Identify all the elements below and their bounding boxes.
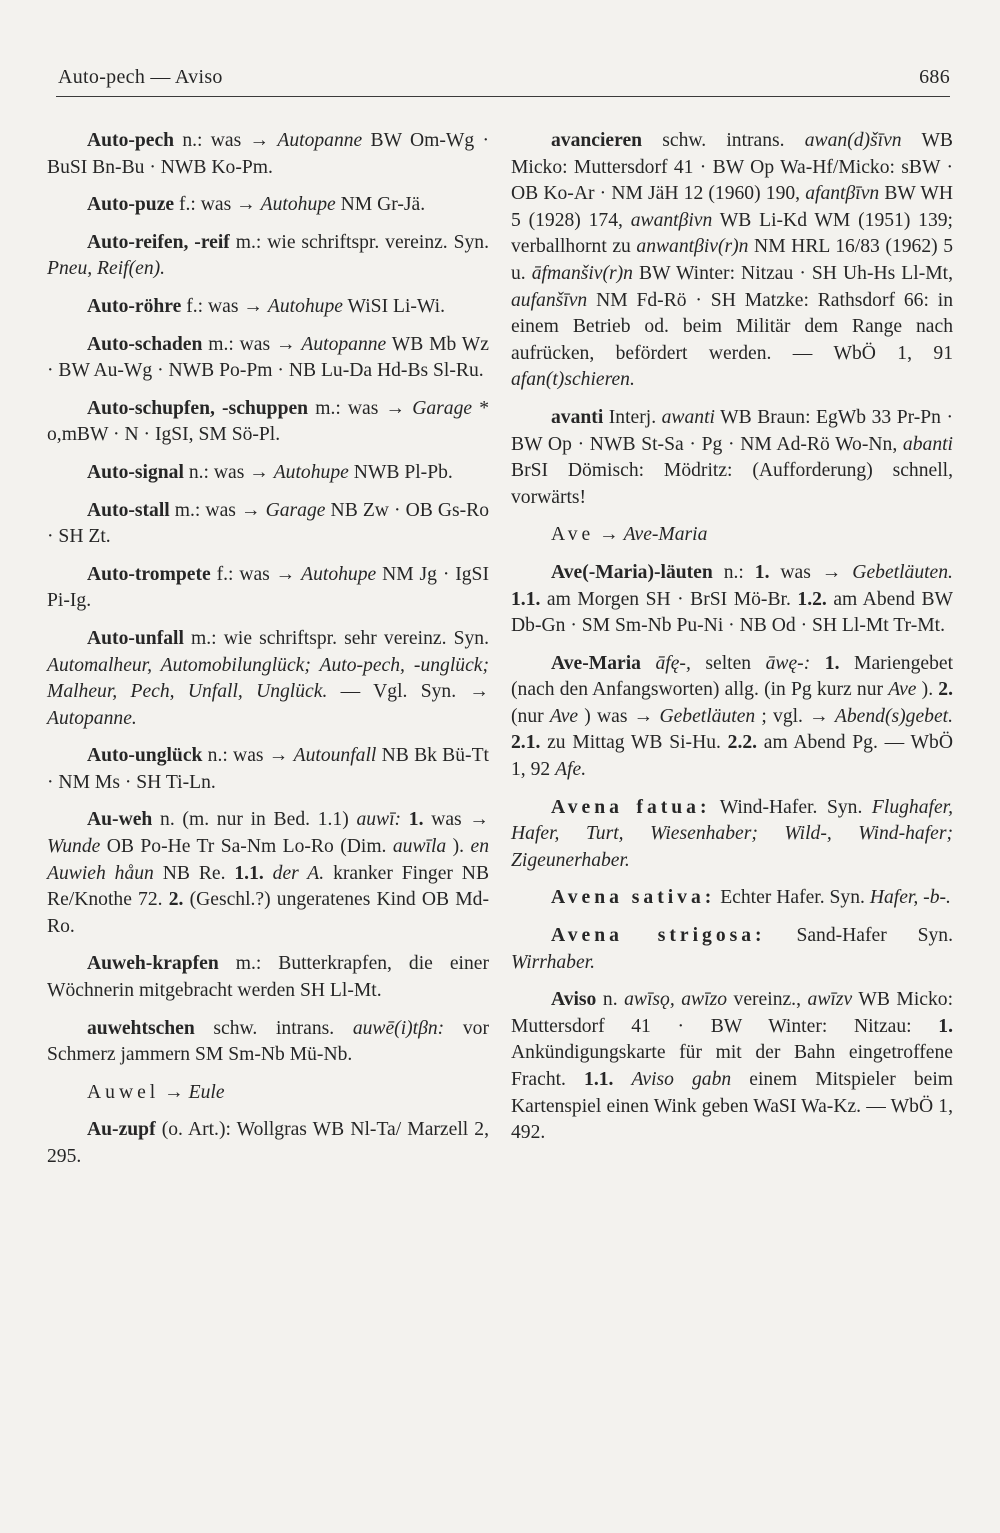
entry-text: Avena strigosa: (551, 925, 766, 947)
entry-text: einem Mitspieler beim Kartenspiel einen Wink geben WaSI Wa-Kz. — WbÖ 1, 492. (511, 1069, 954, 1144)
entry-text: m.: wie schriftspr. vereinz. Syn. (235, 231, 489, 253)
entry-text: f.: was → (179, 194, 261, 216)
dictionary-entry (47, 128, 489, 181)
entry-headword: Auto-schaden (87, 333, 203, 355)
dictionary-entry (47, 1117, 489, 1170)
entry-text: WB Mb Wz · BW Au-Wg · NWB Po-Pm · NB Lu-Da Hd-Bs Sl-Ru. (47, 333, 490, 382)
entry-text: 1.1. (234, 862, 264, 884)
entry-text: BW Om-Wg · BuSI Bn-Bu · NWB Ko-Pm. (47, 130, 489, 178)
entry-text: Hafer, -b-. (869, 887, 951, 909)
entry-text: ). (452, 836, 471, 858)
entry-text: Avena fatua: (551, 796, 711, 818)
page-header (56, 64, 950, 97)
entry-text: am Morgen SH · BrSI Mö-Br. (546, 588, 798, 610)
entry-text: WB Li-Kd WM (1951) 139; verballhornt zu (511, 209, 953, 258)
entry-text: Abend(s)gebet. (834, 705, 953, 727)
entry-text: n.: (723, 561, 755, 583)
entry-text: abanti (902, 433, 953, 455)
entry-text: — Vgl. Syn. → (340, 681, 489, 703)
entry-headword: Auto-trompete (87, 563, 211, 585)
entry-text: NM Fd-Rö · SH Matzke: Rathsdorf 66: in einem Betrieb od. beim Militär dem Range nach aufrücken, befördert werden. — WbÖ 1, 91 (511, 289, 953, 364)
entry-text: 1. (408, 809, 424, 831)
entry-headword: Auweh-krapfen (87, 953, 219, 975)
entry-text: Ankündigungskarte für mit der Bahn eingetroffene Fracht. (511, 1042, 953, 1090)
entry-headword: Auto-röhre (87, 295, 182, 317)
entry-text: NB Re. (162, 862, 235, 884)
entry-text: Autounfall (293, 745, 377, 767)
entry-text: 1. (754, 561, 770, 583)
dictionary-entry (47, 332, 489, 385)
entry-text: der A. (272, 862, 325, 884)
entry-text: n. (m. nur in Bed. 1.1) (160, 809, 357, 831)
entry-text: was → (431, 809, 489, 831)
dictionary-entry (511, 795, 953, 875)
entry-headword: Aviso (551, 989, 597, 1011)
dictionary-entry (511, 560, 953, 640)
entry-text: WiSI Li-Wi. (347, 295, 445, 317)
dictionary-entry (511, 987, 953, 1147)
entry-text: Automalheur, Automobilunglück; Auto-pech, -unglück; Malheur, Pech, Unfall, Unglück. (47, 654, 489, 703)
entry-text: Afe. (555, 759, 587, 781)
entry-text: Autopanne (277, 130, 363, 151)
entry-text: vor Schmerz jammern SM Sm-Nb Mü-Nb. (47, 1017, 489, 1066)
entry-text: BW WH 5 (1928) 174, (511, 183, 954, 231)
dictionary-entry (47, 294, 489, 321)
entry-headword: Au-weh (87, 809, 153, 831)
dictionary-entry (47, 743, 489, 796)
entry-text: Interj. (608, 406, 662, 428)
entry-text: Wunde (47, 836, 101, 858)
entry-text: aufanšīvn (511, 289, 588, 311)
entry-text: en Auwieh håun (47, 836, 489, 884)
entry-headword: Au-zupf (87, 1119, 156, 1141)
entry-text: NWB Pl-Pb. (353, 461, 453, 483)
entry-text: anwantβiv(r)n (636, 236, 749, 258)
dictionary-entry (511, 923, 953, 976)
entry-text: Aviso gabn (631, 1069, 732, 1090)
dictionary-entry (47, 498, 489, 551)
entry-text: afantβīvn (805, 183, 880, 205)
entry-text: auwē(i)tβn: (352, 1017, 445, 1039)
entry-headword: avanti (551, 406, 604, 428)
entry-text: → (164, 1081, 189, 1103)
entry-text: 1. (824, 652, 840, 674)
dictionary-entry (47, 807, 489, 940)
entry-text: ) was → (584, 705, 660, 727)
entry-text: f.: was → (216, 563, 302, 585)
dictionary-entry (47, 460, 489, 487)
entry-text: Autohupe (260, 194, 336, 216)
entry-text: n. (602, 989, 625, 1011)
dictionary-entry (511, 522, 953, 549)
entry-text: am Abend Pg. — WbÖ 1, 92 (511, 732, 953, 781)
dictionary-entry (47, 396, 489, 449)
entry-text: Gebetläuten (659, 705, 756, 727)
entry-text: 1.1. (511, 588, 541, 610)
entry-text: awīzv (807, 989, 853, 1011)
entry-text: Mariengebet (nach den Anfangsworten) allg. (in Pg kurz nur (511, 652, 954, 701)
entry-text: zu Mittag WB Si-Hu. (547, 732, 728, 754)
entry-text: m.: wie schriftspr. sehr vereinz. Syn. (191, 627, 489, 649)
entry-headword: Ave(-Maria)-läuten (551, 561, 713, 583)
page-number: 686 (919, 66, 950, 88)
entry-text: Autopanne. (47, 707, 137, 729)
entry-text: kranker Finger NB Re/Knothe 72. (47, 862, 490, 911)
entry-text: awantβivn (630, 209, 713, 231)
entry-text: NM HRL 16/83 (1962) 5 u. (511, 236, 953, 284)
entry-text: āfmanšiv(r)n (531, 262, 633, 284)
right-column (511, 128, 953, 1158)
dictionary-entry (47, 192, 489, 219)
entry-headword: Auto-signal (87, 461, 184, 483)
entry-text: ). (921, 679, 939, 701)
entry-headword: Auto-reifen, -reif (87, 231, 230, 253)
entry-text: 2. (168, 889, 184, 911)
entry-text: Auwel (87, 1081, 160, 1103)
entry-text: auwīla (392, 836, 447, 858)
entry-headword: Auto-puze (87, 194, 175, 216)
entry-text: (Geschl.?) ungeratenes Kind OB Md-Ro. (47, 889, 489, 937)
entry-text: 2.1. (511, 732, 541, 754)
entry-text: m.: was → (174, 499, 266, 521)
entry-text: am Abend BW Db-Gn · SM Sm-Nb Pu-Ni · NB Od · SH Ll-Mt Tr-Mt. (511, 588, 954, 637)
entry-headword: auwehtschen (87, 1017, 195, 1039)
entry-text: 1.1. (584, 1069, 614, 1090)
entry-headword: Auto-unglück (87, 745, 203, 767)
entry-text: NM Jg · IgSI Pi-Ig. (47, 563, 489, 612)
entry-text: (nur (511, 705, 550, 727)
entry-text: → (599, 524, 624, 546)
entry-text: Eule (188, 1081, 225, 1103)
dictionary-entry (47, 230, 489, 283)
entry-text: Autohupe (267, 295, 343, 317)
entry-text: n.: was → (207, 745, 294, 767)
entry-text: n.: was → (182, 130, 278, 151)
entry-text: 2. (938, 679, 953, 701)
entry-text: awan(d)šīvn (804, 130, 902, 151)
entry-text: 1.2. (797, 588, 827, 610)
entry-text: Ave (551, 524, 595, 546)
dictionary-entry (47, 1016, 489, 1069)
entry-text: 1. (938, 1015, 953, 1037)
entry-text: Sand-Hafer Syn. (796, 925, 953, 947)
entry-text: Pneu, Reif(en). (47, 258, 166, 280)
entry-text: Echter Hafer. Syn. (720, 887, 870, 909)
entry-text: Autopanne (301, 333, 387, 355)
entry-headword: Auto-unfall (87, 627, 184, 649)
left-column (47, 128, 489, 1182)
entry-text: m.: Butterkrapfen, die einer Wöchnerin mitgebracht werden SH Ll-Mt. (47, 953, 489, 1002)
running-title: Auto-pech — Aviso (58, 66, 223, 88)
entry-text: WB Braun: EgWb 33 Pr-Pn · BW Op · NWB St-Sa · Pg · NM Ad-Rö Wo-Nn, (511, 406, 953, 455)
dictionary-entry (47, 951, 489, 1004)
entry-text: awīsǫ, awīzo (624, 989, 727, 1011)
dictionary-entry (511, 128, 953, 394)
entry-text: Ave (549, 705, 579, 727)
dictionary-entry (511, 405, 953, 511)
entry-text: BW Winter: Nitzau · SH Uh-Hs Ll-Mt, (639, 262, 954, 284)
entry-text: Garage (412, 397, 473, 419)
entry-text: Ave-Maria (623, 524, 708, 546)
dictionary-entry (47, 562, 489, 615)
entry-text: auwī: (356, 809, 402, 831)
entry-text: Avena sativa: (551, 887, 716, 909)
entry-text: Autohupe (301, 563, 377, 585)
entry-text: āfę-, (655, 652, 691, 674)
entry-headword: avancieren (551, 130, 643, 151)
entry-text: WB Micko: Muttersdorf 41 · BW Winter: Nitzau: (511, 989, 954, 1037)
entry-text: WB Micko: Muttersdorf 41 · BW Op Wa-Hf/Micko: sBW · OB Ko-Ar · NM JäH 12 (1960) 190, (511, 130, 953, 205)
entry-text: Wind-Hafer. Syn. (719, 796, 872, 818)
entry-text: Autohupe (273, 461, 349, 483)
entry-text: NM Gr-Jä. (340, 194, 426, 216)
entry-text: schw. intrans. (662, 130, 805, 151)
entry-text: NB Zw · OB Gs-Ro · SH Zt. (47, 499, 490, 548)
entry-text: schw. intrans. (213, 1017, 353, 1039)
entry-text: āwę-: (765, 652, 811, 674)
entry-text: OB Po-He Tr Sa-Nm Lo-Ro (Dim. (106, 836, 393, 858)
dictionary-entry (47, 626, 489, 732)
entry-headword: Ave-Maria (551, 652, 641, 674)
entry-headword: Auto-stall (87, 499, 170, 521)
entry-headword: Auto-schupfen, -schuppen (87, 397, 309, 419)
entry-text: * o,mBW · N · IgSI, SM Sö-Pl. (47, 397, 489, 446)
entry-text: n.: was → (188, 461, 274, 483)
entry-headword: Auto-pech (87, 130, 175, 151)
entry-text: awanti (661, 406, 715, 428)
entry-text: m.: was → (315, 397, 413, 419)
entry-text: Wirrhaber. (511, 951, 596, 973)
entry-text: selten (705, 652, 766, 674)
dictionary-entry (511, 651, 953, 784)
entry-text: ; vgl. → (761, 705, 835, 727)
entry-text: 2.2. (727, 732, 758, 754)
entry-text: afan(t)schieren. (511, 369, 635, 391)
entry-text: Garage (265, 499, 326, 521)
entry-text: f.: was → (186, 295, 268, 317)
entry-text: was → (780, 561, 853, 583)
entry-text: Gebetläuten. (852, 561, 953, 583)
entry-text: BrSI Dömisch: Mödritz: (Aufforderung) schnell, vorwärts! (511, 460, 953, 508)
entry-text: vereinz., (733, 989, 808, 1011)
dictionary-entry (47, 1080, 489, 1107)
entry-text: Flughafer, Hafer, Turt, Wiesenhaber; Wild-, Wind-hafer; Zigeunerhaber. (511, 796, 953, 871)
entry-text: NB Bk Bü-Tt · NM Ms · SH Ti-Ln. (47, 745, 489, 793)
entry-text: Ave (888, 679, 917, 701)
entry-text: (o. Art.): Wollgras WB Nl-Ta/ Marzell 2, 295. (47, 1119, 489, 1167)
dictionary-entry (511, 885, 953, 912)
entry-text: m.: was → (208, 333, 302, 355)
